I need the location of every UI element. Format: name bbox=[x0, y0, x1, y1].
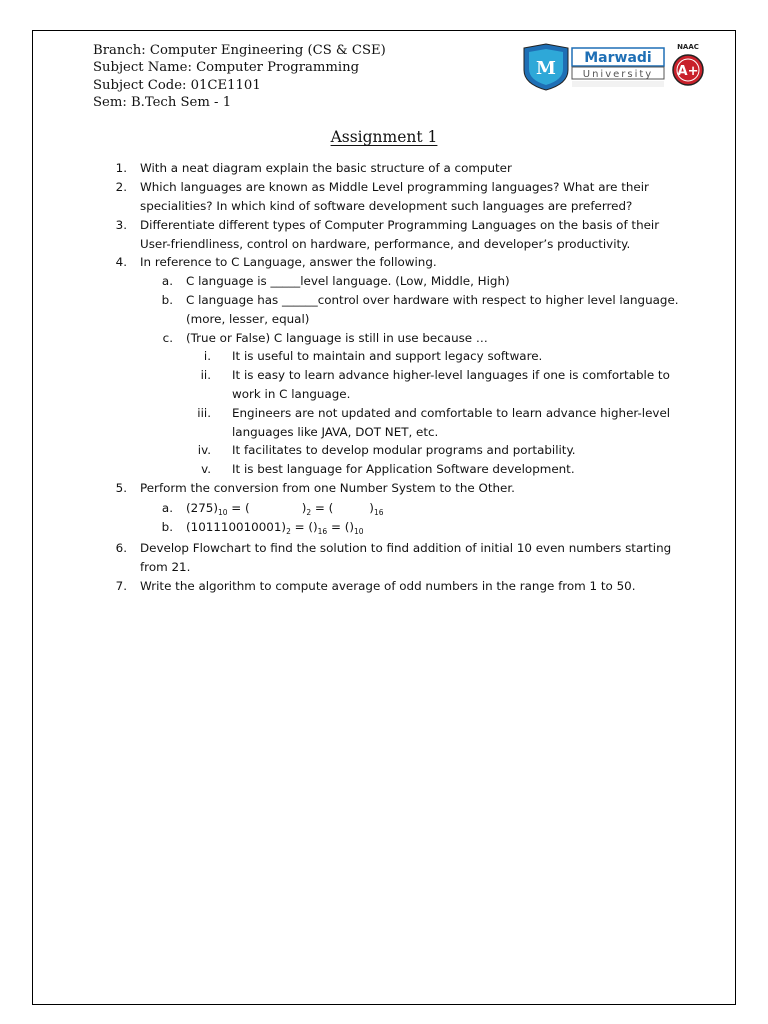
svg-text:A+: A+ bbox=[677, 64, 699, 79]
question-text: Which languages are known as Middle Level programming languages? What are their bbox=[140, 180, 649, 194]
question-text: Write the algorithm to compute average of odd numbers in the range from 1 to 50. bbox=[140, 579, 636, 593]
option-number: iii. bbox=[197, 406, 211, 420]
sub-question-number: c. bbox=[162, 331, 173, 345]
branch-line: Branch: Computer Engineering (CS & CSE) bbox=[93, 43, 386, 58]
sub-question-text: (True or False) C language is still in use because … bbox=[186, 331, 488, 345]
question-number: 3. bbox=[115, 218, 127, 232]
conversion-b: $(101110010001)_2 = ()_{16} = ()_{10}$ bbox=[186, 520, 364, 536]
option-number: iv. bbox=[197, 443, 211, 457]
question-number: 7. bbox=[115, 579, 127, 593]
question-text: In reference to C Language, answer the following. bbox=[140, 255, 437, 269]
question-number: 6. bbox=[115, 541, 127, 555]
conversion-a: $(275)_{10}$ = ( )$_2$ = ( )$_{16}$ bbox=[186, 501, 384, 517]
university-logo bbox=[518, 40, 714, 92]
svg-text:Marwadi: Marwadi bbox=[584, 50, 652, 66]
subject-code-line: Subject Code: 01CE1101 bbox=[93, 77, 261, 93]
option-text: It facilitates to develop modular programs and portability. bbox=[232, 443, 576, 457]
subject-name-line: Subject Name: Computer Programming bbox=[93, 60, 360, 76]
question-text: Perform the conversion from one Number System to the Other. bbox=[140, 481, 515, 495]
sub-question-text: (more, lesser, equal) bbox=[186, 312, 310, 326]
question-number: 2. bbox=[115, 180, 127, 194]
document-page bbox=[32, 30, 736, 1005]
question-text: from 21. bbox=[140, 560, 191, 574]
university-logo-graphic bbox=[518, 40, 714, 92]
option-text: work in C language. bbox=[232, 387, 351, 401]
option-text: It is best language for Application Software development. bbox=[232, 462, 575, 476]
question-number: 1. bbox=[115, 161, 127, 175]
sub-question-number: b. bbox=[161, 293, 173, 307]
sem-line: Sem: B.Tech Sem - 1 bbox=[93, 95, 232, 111]
question-text: Differentiate different types of Computer Programming Languages on the basis of their bbox=[140, 218, 660, 232]
question-text: User-friendliness, control on hardware, performance, and developer’s productivity. bbox=[140, 237, 631, 251]
sub-question-number: a. bbox=[161, 501, 173, 515]
assignment-title: Assignment 1 bbox=[330, 128, 438, 146]
svg-text:University: University bbox=[582, 69, 654, 80]
question-text: Develop Flowchart to find the solution to find addition of initial 10 even numbers starting bbox=[140, 541, 672, 555]
question-text: With a neat diagram explain the basic structure of a computer bbox=[140, 161, 512, 175]
option-text: It is useful to maintain and support legacy software. bbox=[232, 349, 543, 363]
option-text: It is easy to learn advance higher-level languages if one is comfortable to bbox=[232, 368, 670, 382]
option-text: Engineers are not updated and comfortable to learn advance higher-level bbox=[232, 406, 671, 420]
option-number: i. bbox=[203, 349, 211, 363]
option-text: languages like JAVA, DOT NET, etc. bbox=[232, 425, 439, 439]
option-number: v. bbox=[201, 462, 211, 476]
sub-question-text: C language has ______control over hardware with respect to higher level language. bbox=[186, 293, 679, 307]
sub-question-number: b. bbox=[161, 520, 173, 534]
question-text: specialities? In which kind of software development such languages are preferred? bbox=[140, 199, 633, 213]
svg-text:M: M bbox=[536, 58, 556, 79]
option-number: ii. bbox=[200, 368, 211, 382]
question-number: 4. bbox=[115, 255, 127, 269]
svg-text:NAAC: NAAC bbox=[677, 43, 699, 51]
question-number: 5. bbox=[115, 481, 127, 495]
header-block bbox=[93, 42, 386, 112]
sub-question-number: a. bbox=[161, 274, 173, 288]
sub-question-text: C language is _____level language. (Low, Middle, High) bbox=[186, 274, 510, 288]
